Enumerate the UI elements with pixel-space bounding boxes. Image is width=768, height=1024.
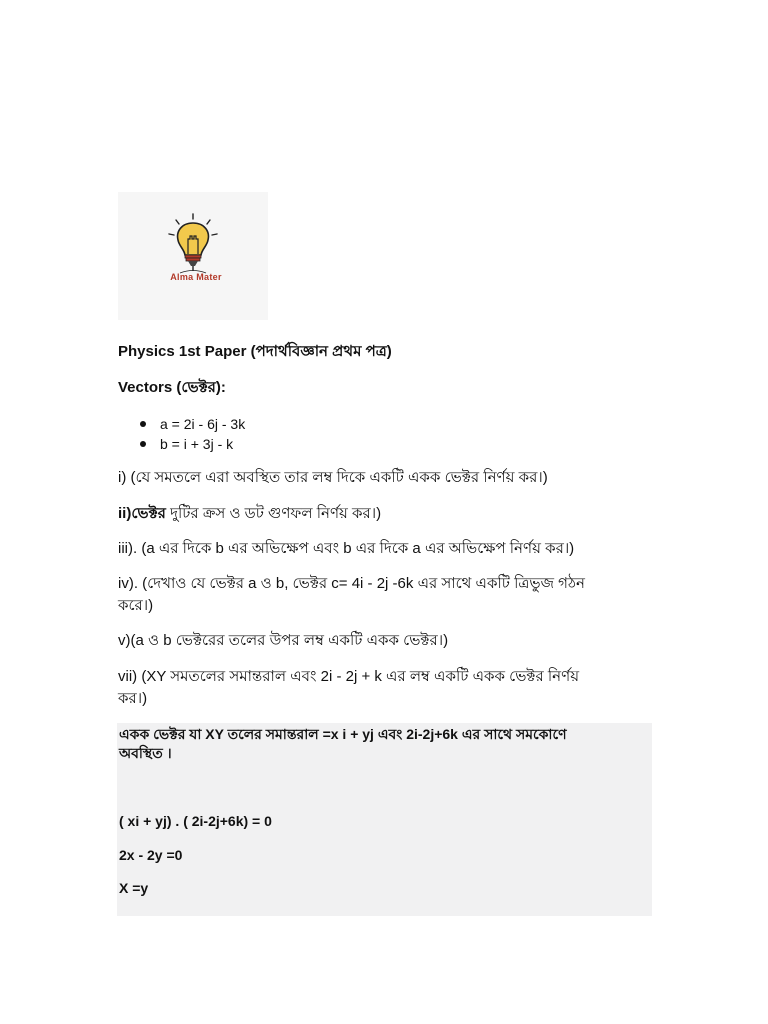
question-2-text: দুটির ক্রস ও ডট গুণফল নির্ণয় কর।) xyxy=(165,505,382,522)
question-1: i) (যে সমতলে এরা অবস্থিত তার লম্ব দিকে একটি একক ভেক্টর নির্ণয় কর।) xyxy=(118,469,548,486)
question-3: iii). (a এর দিকে b এর অভিক্ষেপ এবং b এর দিকে a এর অভিক্ষেপ নির্ণয় কর।) xyxy=(118,540,575,557)
bullet-icon xyxy=(140,441,146,447)
equation-3: X =y xyxy=(119,880,149,896)
question-5: v)(a ও b ভেক্টরের তলের উপর লম্ব একটি একক ভেক্টর।) xyxy=(118,632,449,649)
logo xyxy=(118,192,268,320)
question-2 xyxy=(118,505,381,523)
list-item xyxy=(140,434,245,454)
question-2-lead: ii)ভেক্টর xyxy=(118,505,166,522)
question-6-line-2: কর।) xyxy=(118,690,148,707)
vector-a: a = 2i - 6j - 3k xyxy=(160,416,246,432)
question-6-line-1: vii) (XY সমতলের সমান্তরাল এবং 2i - 2j + k এর লম্ব একটি একক ভেক্টর নির্ণয় xyxy=(118,668,580,685)
solution-block xyxy=(117,723,652,916)
solution-line-2: অবস্থিত । xyxy=(119,745,172,761)
question-4-line-1: iv). (দেখাও যে ভেক্টর a ও b, ভেক্টর c= 4i - 2j -6k এর সাথে একটি ত্রিভুজ গঠন xyxy=(118,575,585,592)
solution-line-1: একক ভেক্টর যা XY তলের সমান্তরাল =x i + yj এবং 2i-2j+6k এর সাথে সমকোণে xyxy=(119,726,567,742)
equation-2: 2x - 2y =0 xyxy=(119,847,183,863)
logo-text: Alma Mater xyxy=(170,272,222,282)
bullet-icon xyxy=(140,421,146,427)
paper-title: Physics 1st Paper (পদার্থবিজ্ঞান প্রথম পত্র) xyxy=(118,343,392,360)
list-item xyxy=(140,414,245,434)
vector-b: b = i + 3j - k xyxy=(160,436,234,452)
vector-list xyxy=(140,414,245,454)
section-title: Vectors (ভেক্টর): xyxy=(118,379,226,396)
question-4-line-2: করে।) xyxy=(118,597,154,614)
lightbulb-icon xyxy=(118,192,268,320)
equation-1: ( xi + yj) . ( 2i-2j+6k) = 0 xyxy=(119,813,272,829)
